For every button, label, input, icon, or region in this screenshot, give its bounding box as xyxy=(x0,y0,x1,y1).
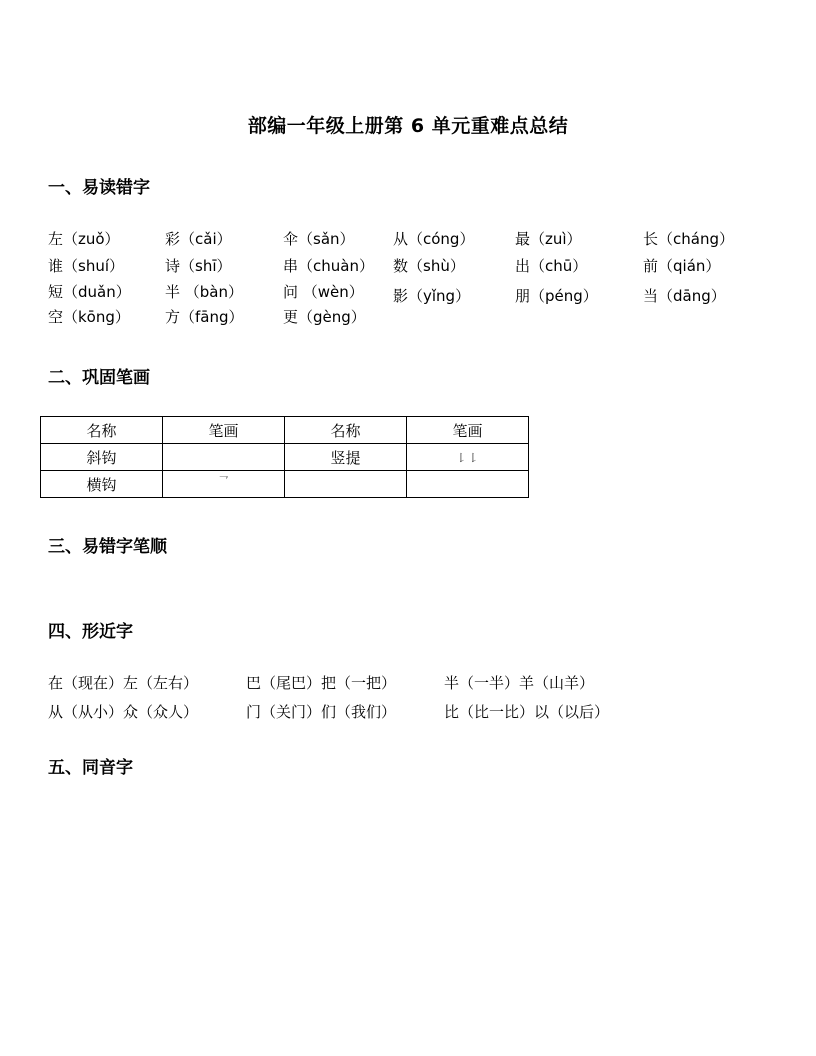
pinyin-item: 长（cháng） xyxy=(643,230,734,248)
header-cell: 名称 xyxy=(285,417,407,444)
pinyin-item: 半 （bàn） xyxy=(165,283,243,301)
stroke-table xyxy=(40,416,529,498)
document-title: 部编一年级上册第 6 单元重难点总结 xyxy=(247,115,569,137)
similar-char-pair: 半（一半）羊（山羊） xyxy=(444,674,595,692)
pinyin-item: 空（kōng） xyxy=(48,308,130,326)
pinyin-item: 出（chū） xyxy=(515,257,588,275)
section-heading-misread-chars: 一、易读错字 xyxy=(48,178,150,198)
pinyin-item: 问 （wèn） xyxy=(283,283,364,301)
stroke-name-cell: 横钩 xyxy=(41,471,163,498)
pinyin-item: 诗（shī） xyxy=(165,257,232,275)
pinyin-item: 左（zuǒ） xyxy=(48,230,120,248)
stroke-glyph-cell xyxy=(407,471,529,498)
table-header-row xyxy=(41,417,529,444)
pinyin-item: 最（zuì） xyxy=(515,230,582,248)
stroke-name-cell xyxy=(285,471,407,498)
pinyin-item: 影（yǐng） xyxy=(393,287,471,305)
pinyin-item: 谁（shuí） xyxy=(48,257,124,275)
pinyin-item: 方（fāng） xyxy=(165,308,244,326)
stroke-glyph-cell: ㇙㇙ xyxy=(407,444,529,471)
pinyin-item: 短（duǎn） xyxy=(48,283,131,301)
section-heading-similar-chars: 四、形近字 xyxy=(48,622,133,642)
similar-char-pair: 比（比一比）以（以后） xyxy=(444,703,610,721)
pinyin-item: 前（qián） xyxy=(643,257,721,275)
stroke-name-cell: 斜钩 xyxy=(41,444,163,471)
pinyin-item: 更（gèng） xyxy=(283,308,366,326)
table-row xyxy=(41,471,529,498)
pinyin-item: 串（chuàn） xyxy=(283,257,374,275)
pinyin-item: 朋（péng） xyxy=(515,287,598,305)
similar-char-pair: 在（现在）左（左右） xyxy=(48,674,199,692)
header-cell: 名称 xyxy=(41,417,163,444)
section-heading-strokes: 二、巩固笔画 xyxy=(48,368,150,388)
pinyin-item: 彩（cǎi） xyxy=(165,230,232,248)
similar-char-pair: 从（从小）众（众人） xyxy=(48,703,199,721)
pinyin-item: 当（dāng） xyxy=(643,287,726,305)
section-heading-homophones: 五、同音字 xyxy=(48,758,133,778)
header-cell: 笔画 xyxy=(407,417,529,444)
stroke-glyph-cell: ㇖ xyxy=(163,471,285,498)
similar-char-pair: 巴（尾巴）把（一把） xyxy=(246,674,397,692)
pinyin-item: 从（cóng） xyxy=(393,230,475,248)
stroke-glyph-cell xyxy=(163,444,285,471)
pinyin-item: 数（shù） xyxy=(393,257,465,275)
similar-char-pair: 门（关门）们（我们） xyxy=(246,703,397,721)
stroke-name-cell: 竖提 xyxy=(285,444,407,471)
table-row xyxy=(41,444,529,471)
header-cell: 笔画 xyxy=(163,417,285,444)
section-heading-stroke-order: 三、易错字笔顺 xyxy=(48,537,167,557)
pinyin-item: 伞（sǎn） xyxy=(283,230,355,248)
